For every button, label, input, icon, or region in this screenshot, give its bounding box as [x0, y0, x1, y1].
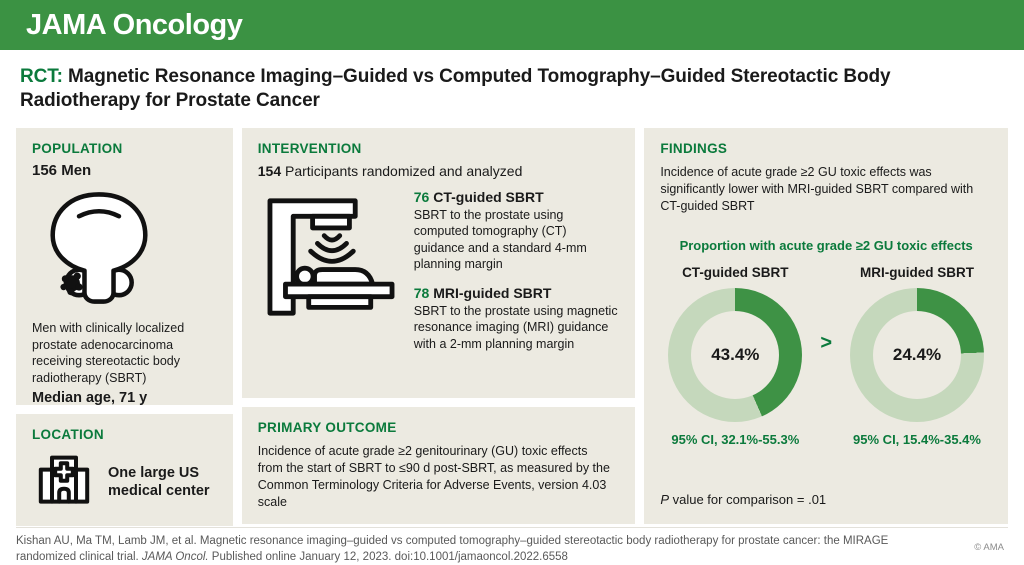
arm-mri [414, 285, 620, 352]
mri-confidence-interval: 95% CI, 15.4%-35.4% [853, 432, 981, 448]
population-description: Men with clinically localized prostate adenocarcinoma receiving stereotactic body radiotherapy (SBRT) [32, 321, 185, 385]
arm-mri-n: 78 [413, 285, 430, 301]
ct-donut-chart [668, 288, 802, 422]
column-left [16, 128, 233, 524]
intervention-panel [242, 128, 636, 398]
ct-donut-label: CT-guided SBRT [682, 265, 789, 281]
donut-charts [660, 265, 992, 447]
population-panel [16, 128, 233, 405]
primary-outcome-text: Incidence of acute grade ≥2 genitourinary (GU) toxic effects from the start of SBRT to ≤90 d post-SBRT, as measured by the Common Terminology Criteria for Adverse Events, version 4.03 scale [257, 444, 610, 509]
citation-part2: Published online January 12, 2023. doi:10.1001/jamaoncol.2022.6558 [208, 550, 568, 563]
mri-donut-value: 24.4% [892, 345, 942, 365]
column-middle [242, 128, 636, 524]
prostate-tumor-icon [44, 189, 217, 312]
population-count: 156 Men [32, 162, 92, 179]
study-title-text: Magnetic Resonance Imaging–Guided vs Computed Tomography–Guided Stereotactic Body Radiotherapy for Prostate Cancer [20, 66, 891, 112]
copyright: © AMA [974, 542, 1004, 553]
citation-part1: Kishan AU, Ma TM, Lamb JM, et al. Magnetic resonance imaging–guided vs computed tomography–guided stereotactic body radiotherapy for prostate cancer: the MIRAGE randomized clinical trial. [16, 535, 889, 563]
arm-ct-n: 76 [413, 189, 430, 205]
intervention-count-line [258, 163, 620, 179]
arm-ct-label: CT-guided SBRT [433, 189, 544, 205]
arm-mri-description: SBRT to the prostate using magnetic resonance imaging (MRI) guidance with a 2-mm planning margin [413, 304, 618, 351]
radiotherapy-machine-icon [258, 189, 408, 352]
location-heading: LOCATION [32, 427, 104, 442]
study-type-tag: RCT: [20, 66, 63, 87]
intervention-count-suffix: Participants randomized and analyzed [281, 163, 523, 179]
journal-brand: JAMA Oncology [26, 8, 243, 41]
citation-journal: JAMA Oncol. [141, 550, 209, 563]
citation [16, 534, 896, 565]
study-title [20, 65, 920, 114]
mri-donut-group [842, 265, 992, 447]
p-value-text: value for comparison = .01 [668, 492, 827, 507]
p-value [660, 492, 992, 511]
arm-ct [414, 189, 620, 272]
findings-summary: Incidence of acute grade ≥2 GU toxic effects was significantly lower with MRI-guided SBRT compared with CT-guided SBRT [660, 165, 974, 213]
greater-than-icon: > [820, 331, 832, 354]
findings-panel [644, 128, 1008, 524]
ct-donut-group [660, 265, 810, 447]
masthead [0, 0, 1024, 50]
footer [16, 527, 1008, 565]
hospital-icon [36, 452, 92, 513]
mri-donut-chart [850, 288, 984, 422]
population-heading: POPULATION [32, 141, 123, 156]
primary-outcome-panel [242, 407, 636, 524]
location-panel [16, 414, 233, 526]
ct-confidence-interval: 95% CI, 32.1%-55.3% [671, 432, 800, 448]
ct-donut-hole [691, 311, 779, 399]
intervention-arms [408, 189, 620, 352]
intervention-heading: INTERVENTION [257, 141, 362, 156]
intervention-count: 154 [257, 163, 282, 179]
p-value-symbol: P [660, 492, 669, 507]
median-age: Median age, 71 y [32, 390, 148, 406]
mri-donut-label: MRI-guided SBRT [860, 265, 974, 281]
mri-donut-hole [873, 311, 961, 399]
arm-ct-description: SBRT to the prostate using computed tomography (CT) guidance and a standard 4-mm planning margin [413, 208, 587, 271]
primary-outcome-heading: PRIMARY OUTCOME [257, 420, 397, 435]
chart-title: Proportion with acute grade ≥2 GU toxic effects [679, 238, 973, 254]
ct-donut-value: 43.4% [711, 345, 760, 365]
location-text: One large US medical center [108, 465, 210, 499]
findings-heading: FINDINGS [660, 141, 728, 156]
arm-mri-label: MRI-guided SBRT [433, 285, 552, 301]
column-right [644, 128, 1008, 524]
panels-grid [16, 128, 1008, 524]
